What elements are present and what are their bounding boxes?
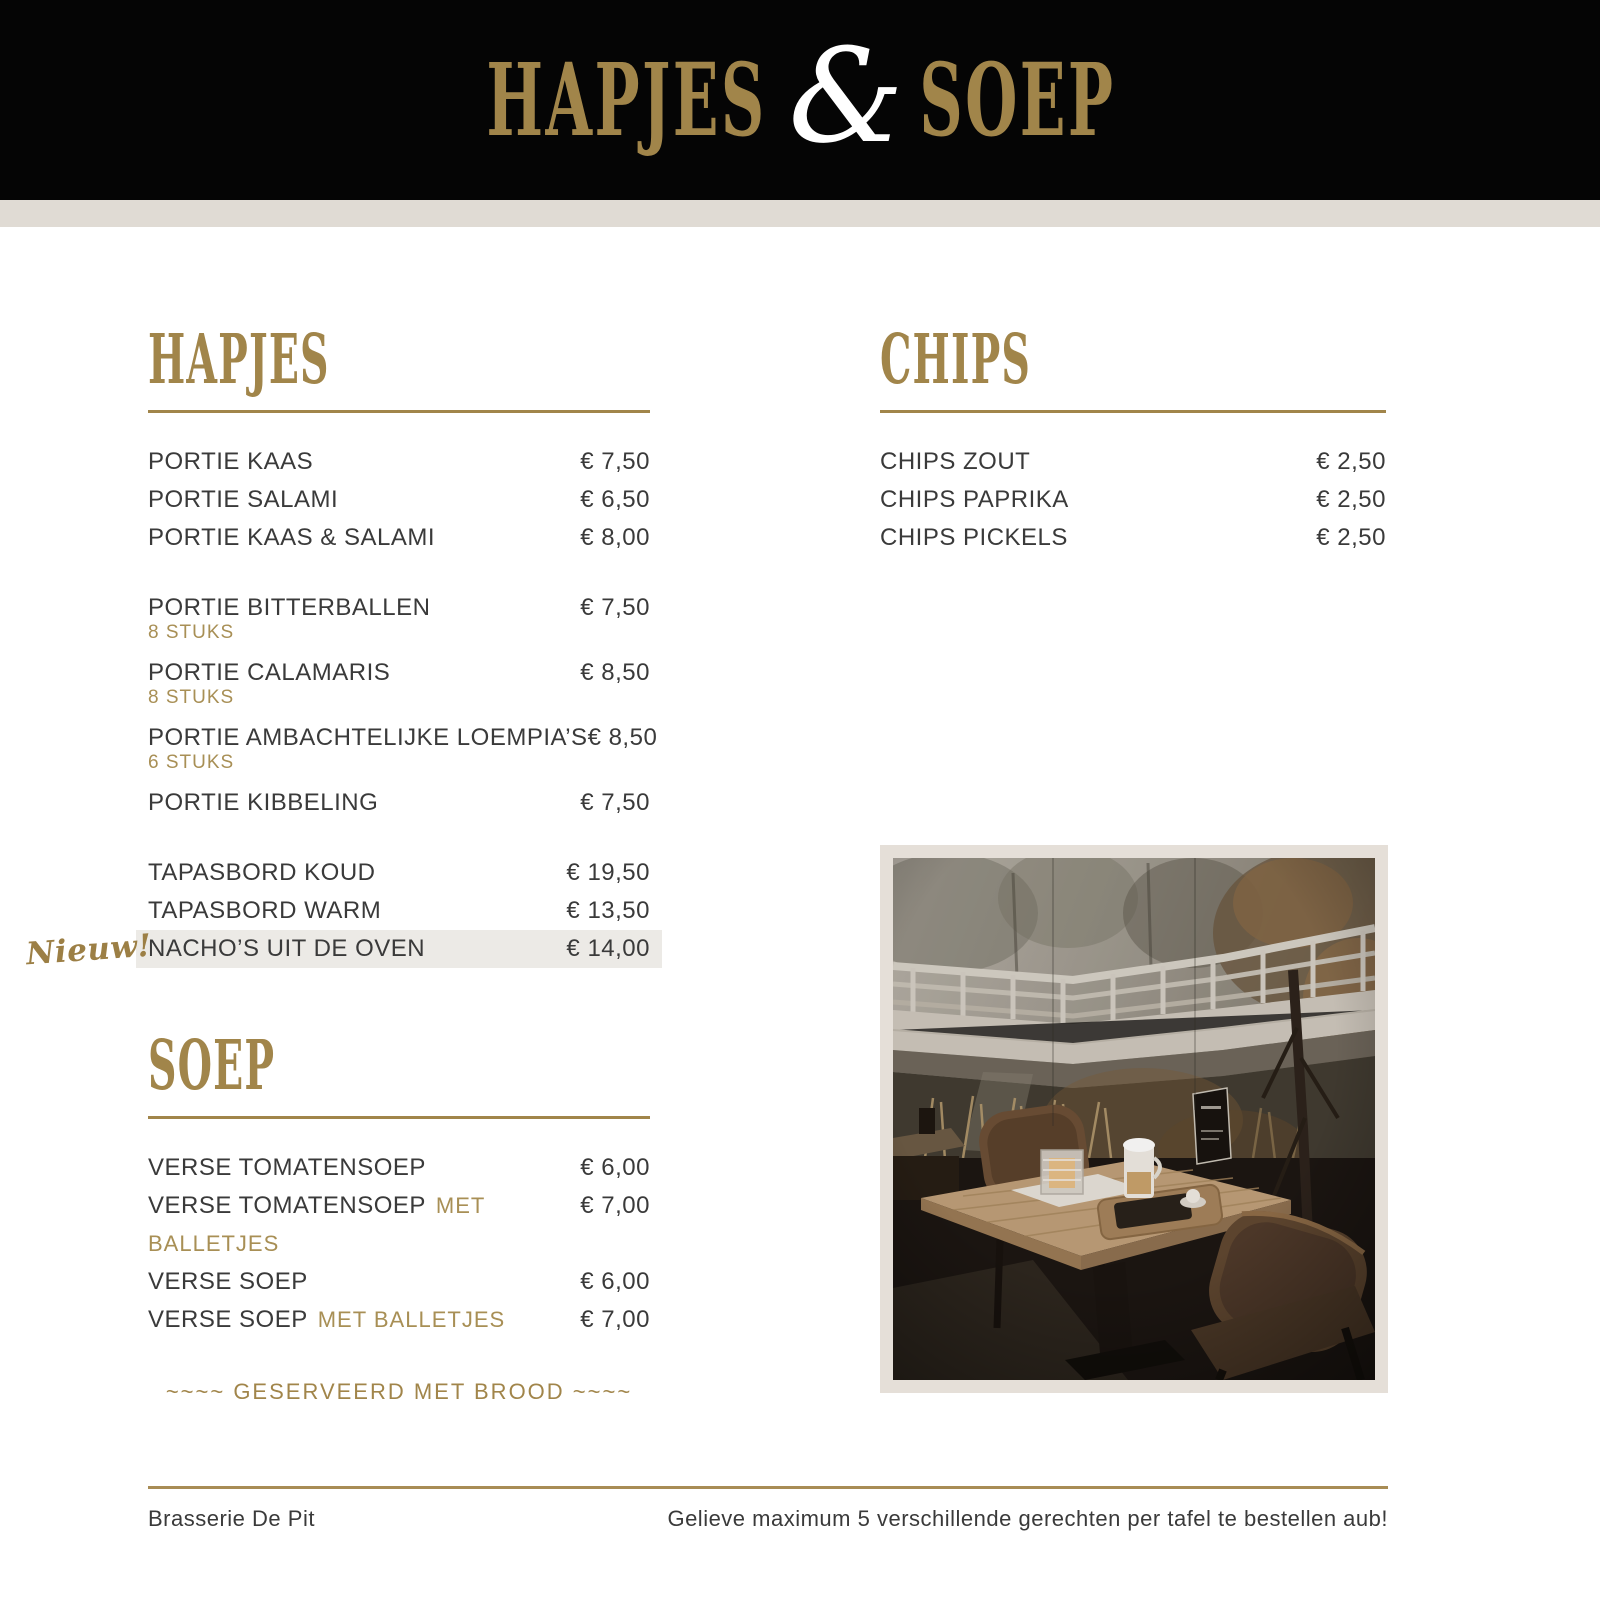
menu-item bbox=[148, 443, 650, 481]
item-name: PORTIE BITTERBALLEN bbox=[148, 594, 431, 621]
item-price: € 2,50 bbox=[1316, 486, 1386, 513]
header-band bbox=[0, 0, 1600, 200]
gold-rule bbox=[148, 410, 650, 413]
menu-item-highlighted bbox=[24, 927, 662, 973]
item-price: € 7,00 bbox=[580, 1192, 650, 1219]
item-name: PORTIE KAAS bbox=[148, 448, 314, 475]
page-title-right: SOEP bbox=[919, 41, 1116, 159]
item-price: € 8,50 bbox=[580, 659, 650, 686]
item-suffix: MET BALLETJES bbox=[148, 1193, 485, 1256]
item-name: VERSE SOEP bbox=[148, 1268, 308, 1295]
menu-item bbox=[880, 519, 1386, 557]
served-with-bread-note: ~~~~ GESERVEERD MET BROOD ~~~~ bbox=[165, 1379, 633, 1404]
item-price: € 7,50 bbox=[580, 594, 650, 621]
page-title-left: HAPJES bbox=[486, 41, 767, 159]
menu-item bbox=[880, 481, 1386, 519]
menu-item bbox=[148, 719, 658, 784]
item-name: CHIPS PICKELS bbox=[880, 524, 1068, 551]
menu-item bbox=[148, 654, 650, 719]
cafe-photo-frame bbox=[880, 845, 1388, 1393]
menu-item bbox=[148, 854, 650, 892]
hapjes-group-1 bbox=[148, 443, 650, 557]
footer-notice: Gelieve maximum 5 verschillende gerechten per tafel te bestellen aub! bbox=[667, 1506, 1388, 1531]
item-subtext: 6 STUKS bbox=[148, 752, 235, 773]
item-name: VERSE TOMATENSOEP bbox=[148, 1192, 426, 1219]
item-price: € 8,00 bbox=[580, 524, 650, 551]
item-price: € 6,00 bbox=[580, 1154, 650, 1181]
beige-divider-band bbox=[0, 200, 1600, 227]
menu-item bbox=[148, 892, 650, 930]
gold-rule bbox=[148, 1116, 650, 1119]
new-item-badge: Nieuw! bbox=[24, 927, 153, 973]
item-price: € 6,50 bbox=[580, 486, 650, 513]
menu-item bbox=[148, 1149, 650, 1187]
item-name: CHIPS ZOUT bbox=[880, 448, 1031, 475]
item-price: € 7,50 bbox=[580, 448, 650, 475]
section-heading-chips: CHIPS bbox=[880, 320, 1032, 400]
item-price: € 6,00 bbox=[580, 1268, 650, 1295]
item-name: TAPASBORD WARM bbox=[148, 897, 382, 924]
item-name: CHIPS PAPRIKA bbox=[880, 486, 1069, 513]
item-name: PORTIE AMBACHTELIJKE LOEMPIA’S bbox=[148, 724, 588, 751]
menu-item bbox=[148, 519, 650, 557]
section-hapjes bbox=[24, 320, 658, 973]
ampersand-glyph: & bbox=[788, 20, 904, 172]
item-name: PORTIE KAAS & SALAMI bbox=[148, 524, 435, 551]
section-chips bbox=[880, 320, 1386, 557]
item-name: VERSE SOEP bbox=[148, 1306, 308, 1333]
chips-list bbox=[880, 443, 1386, 557]
menu-item bbox=[148, 481, 650, 519]
menu-item bbox=[148, 1187, 650, 1263]
section-heading-hapjes: HAPJES bbox=[148, 320, 330, 400]
gold-rule bbox=[880, 410, 1386, 413]
item-name: TAPASBORD KOUD bbox=[148, 859, 376, 886]
item-price: € 19,50 bbox=[566, 859, 650, 886]
hapjes-list bbox=[24, 443, 658, 973]
item-name: NACHO’S UIT DE OVEN bbox=[148, 935, 426, 962]
item-price: € 2,50 bbox=[1316, 448, 1386, 475]
item-suffix: MET BALLETJES bbox=[317, 1307, 506, 1332]
menu-item bbox=[148, 1301, 650, 1339]
menu-item bbox=[148, 1263, 650, 1301]
item-name: PORTIE KIBBELING bbox=[148, 789, 379, 816]
item-name: PORTIE CALAMARIS bbox=[148, 659, 391, 686]
item-price: € 2,50 bbox=[1316, 524, 1386, 551]
restaurant-name: Brasserie De Pit bbox=[148, 1506, 315, 1531]
item-subtext: 8 STUKS bbox=[148, 687, 235, 708]
hapjes-group-3 bbox=[24, 854, 650, 973]
menu-item bbox=[880, 443, 1386, 481]
cafe-photo bbox=[893, 858, 1375, 1380]
item-price: € 8,50 bbox=[587, 724, 658, 751]
item-price: € 7,50 bbox=[580, 789, 650, 816]
menu-item bbox=[148, 589, 650, 654]
item-price: € 14,00 bbox=[566, 935, 650, 962]
section-heading-soep: SOEP bbox=[148, 1026, 276, 1106]
footer bbox=[148, 1506, 1388, 1532]
hapjes-group-2 bbox=[148, 589, 658, 822]
footer-rule bbox=[148, 1486, 1388, 1489]
item-subtext: 8 STUKS bbox=[148, 622, 235, 643]
soep-list bbox=[148, 1149, 650, 1339]
section-soep bbox=[148, 1026, 650, 1405]
item-name: VERSE TOMATENSOEP bbox=[148, 1154, 426, 1181]
item-name: PORTIE SALAMI bbox=[148, 486, 339, 513]
item-price: € 7,00 bbox=[580, 1306, 650, 1333]
item-price: € 13,50 bbox=[566, 897, 650, 924]
menu-item bbox=[148, 784, 650, 822]
